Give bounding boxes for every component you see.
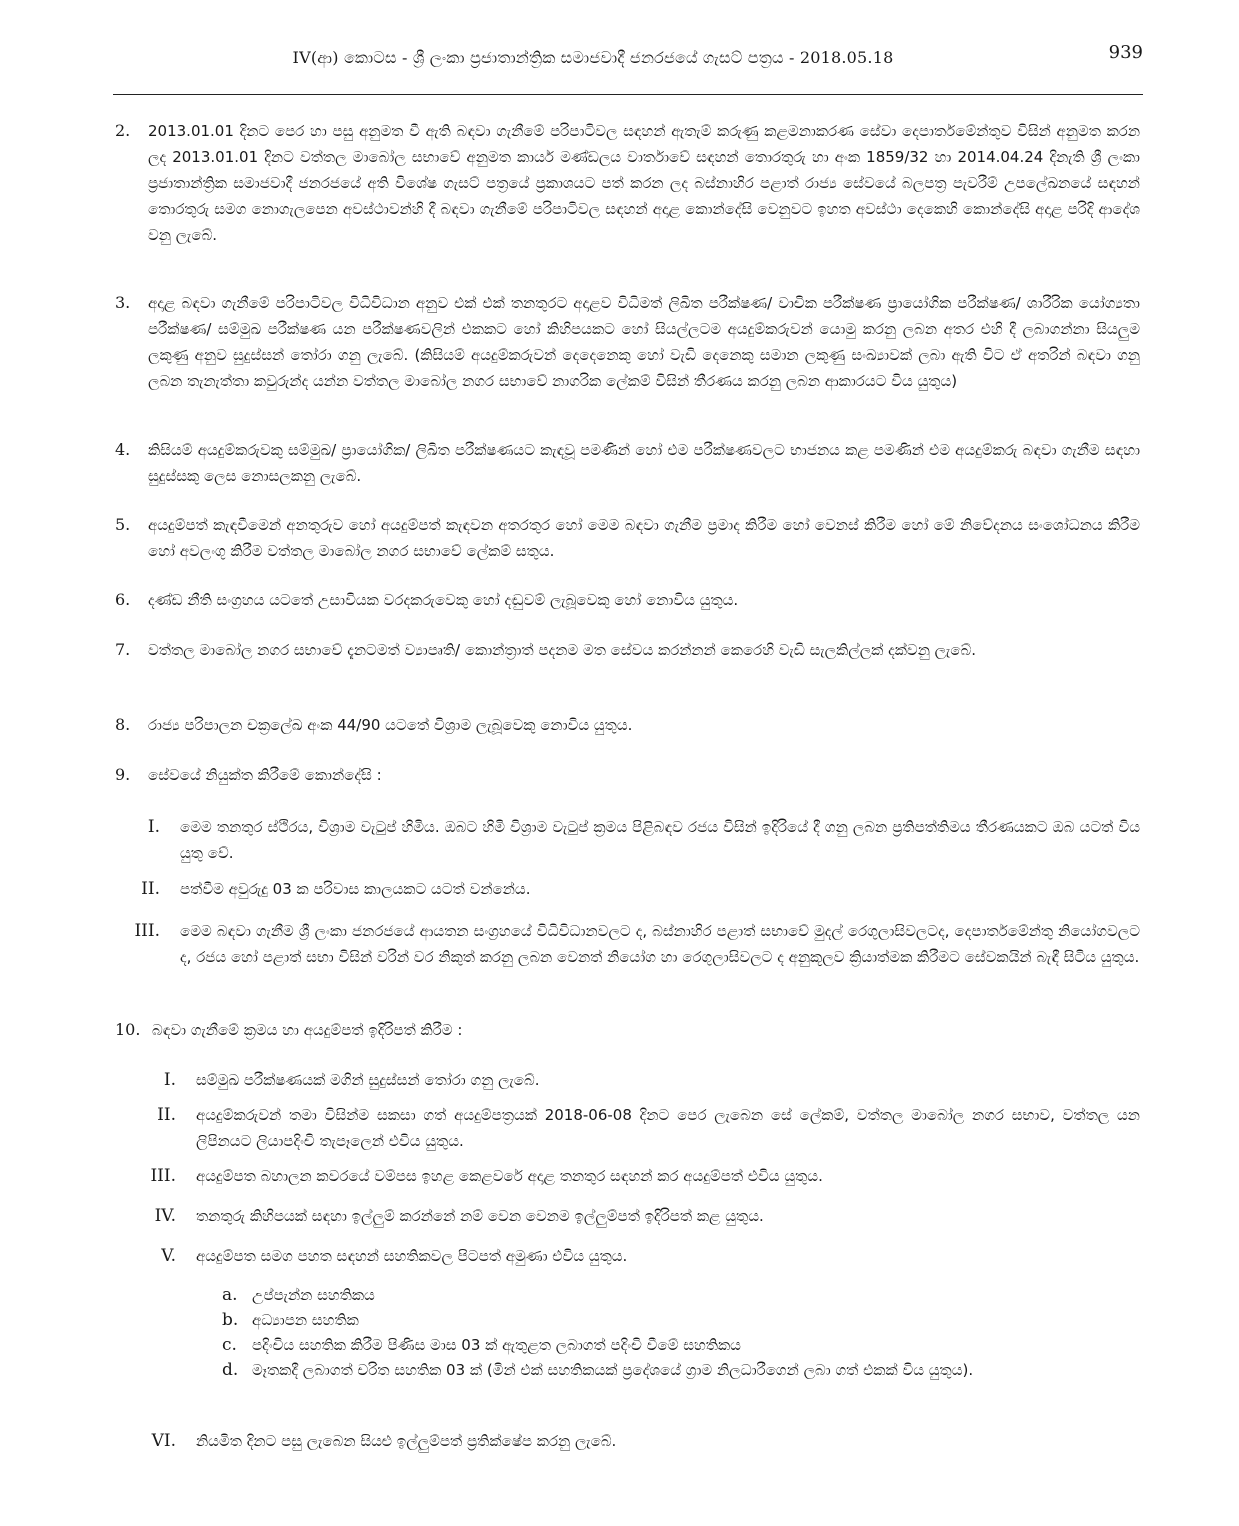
paragraph-number: 8. (115, 715, 131, 734)
paragraph-number: 3. (115, 293, 131, 312)
paragraph-number: 9. (115, 765, 131, 784)
paragraph-number: 6. (115, 590, 131, 609)
paragraph-text: දණ්ඩ නීති සංග්‍රහය යටතේ උසාවියක වරදකරුවෙකු හෝ දඬුවම් ලැබූවෙකු හෝ නොවිය යුතුය. (148, 591, 739, 609)
certificate-text: උප්පැන්න සහතිකය (252, 1286, 375, 1304)
paragraph-number: 4. (115, 440, 131, 459)
procedure-number: VI. (151, 1431, 176, 1451)
certificate-letter: b. (222, 1310, 239, 1330)
header-rule (113, 94, 1143, 95)
paragraph-text: කිසියම් අයදුම්කරුවකු සම්මුඛ/ ප්‍රායෝගික/ ලිඛිත පරීක්ෂණයට කැඳවූ පමණින් හෝ එම පරීක්ෂණවලට භාජනය කළ පමණින් එම අයදුම්කරු බඳවා ගැනීම සඳහා සුදුස්සකු ලෙස නොසලකනු ලැබේ. (148, 441, 1140, 485)
procedure-text: අයදුම්පත බහාලන කවරයේ වම්පස ඉහළ කෙළවරේ අදාළ තනතුර සඳහන් කර අයදුම්පත් එවිය යුතුය. (196, 1167, 823, 1185)
certificate-letter: a. (222, 1285, 238, 1305)
condition-text: මෙම තනතුර ස්ථිරය, විශ්‍රාම වැටුප් හිමිය. ඔබට හිමි විශ්‍රාම වැටුප් ක්‍රමය පිළිබඳව රජය විසින් ඉදිරියේ දී ගනු ලබන ප්‍රතිපත්තිමය තීරණයකට ඔබ යටත් විය යුතු වේ. (180, 818, 1140, 862)
procedure-number: III. (150, 1166, 176, 1186)
header-title: IV(ආ) කොටස - ශ්‍රී ලංකා ප්‍රජාතාන්ත්‍රික සමාජවාදී ජනරජයේ ගැසට් පත්‍රය - 2018.05.18 (292, 48, 894, 67)
page-header (113, 42, 1143, 76)
procedure-number: V. (161, 1246, 176, 1266)
paragraph-text: අදාළ බඳවා ගැනීමේ පරිපාටිවල විධිවිධාන අනුව එක් එක් තනතුරට අදාළව විධිමත් ලිඛිත පරීක්ෂණ/ වාචික පරීක්ෂණ ප්‍රායෝගික පරීක්ෂණ/ ශාරීරික යෝග්‍යතා පරීක්ෂණ/ සම්මුඛ පරීක්ෂණ යන පරීක්ෂණවලින් එකකට හෝ කිහිපයකට හෝ සියල්ලටම අයදුම්කරුවන් යොමු කරනු ලබන අතර එහි දී ලබාගන්නා සියලුම ලකුණු අනුව සුදුස්සන් තෝරා ගනු ලැබේ. (කිසියම් අයදුම්කරුවන් දෙදෙනෙකු හෝ වැඩි දෙනෙකු සමාන ලකුණු සංඛ්‍යාවක් ලබා ඇති විට ඒ අතරින් බඳවා ගනු ලබන තැනැත්තා කවුරුන්ද යන්න වත්තල මාබෝල නගර සභාවේ නාගරික ලේකම් විසින් තීරණය කරනු ලබන ආකාරයට විය යුතුය) (148, 294, 1140, 390)
procedure-text: තනතුරු කිහිපයක් සඳහා ඉල්ලුම් කරන්නේ නම් වෙන වෙනම ඉල්ලුම්පත් ඉදිරිපත් කළ යුතුය. (196, 1207, 764, 1225)
section-heading: බඳවා ගැනීමේ ක්‍රමය හා අයදුම්පත් ඉදිරිපත් කිරීම : (152, 1021, 463, 1039)
paragraph-number: 5. (115, 515, 131, 534)
condition-number: III. (134, 921, 160, 941)
paragraph-number: 7. (115, 640, 131, 659)
certificate-letter: c. (222, 1335, 237, 1355)
paragraph-text: 2013.01.01 දිනට පෙර හා පසු අනුමත වී ඇති බඳවා ගැනීමේ පරිපාටිවල සඳහන් ඇතැම් කරුණු කළමනාකරණ සේවා දෙපාර්තමේන්තුව විසින් අනුමත කරන ලද 2013.01.01 දිනට වත්තල මාබෝල සභාවේ අනුමත කාර්ය මණ්ඩලය වාර්තාවේ සඳහන් තොරතුරු හා අංක 1859/32 හා 2014.04.24 දිනැති ශ්‍රී ලංකා ප්‍රජාතාන්ත්‍රික සමාජවාදී ජනරජයේ අති විශේෂ ගැසට් පත්‍රයේ ප්‍රකාශයට පත් කරන ලද බස්නාහිර පළාත් රාජ්‍ය සේවයේ බලපත්‍ර පැවරීම් උපලේඛනයේ සඳහන් තොරතුරු සමග නොගැලපෙන අවස්ථාවන්හි දී බඳවා ගැනීමේ පරිපාටිවල සඳහන් අදාළ කොන්දේසි වෙනුවට ඉහත අවස්ථා දෙකෙහි කොන්දේසි අදාළ පරිදි ආදේශ වනු ලැබේ. (148, 122, 1140, 244)
certificate-text: පදිංචිය සහතික කිරීම පිණිස මාස 03 ක් ඇතුළත ලබාගත් පදිංචි වීමේ සහතිකය (252, 1336, 741, 1354)
procedure-number: I. (163, 1070, 176, 1090)
procedure-text: අයදුම්පත සමග පහත සඳහන් සහතිකවල පිටපත් අමුණා එවිය යුතුය. (196, 1247, 628, 1265)
section-heading: සේවයේ නියුක්ත කිරීමේ කොන්දේසි : (148, 766, 382, 784)
certificate-text: අධ්‍යාපන සහතික (252, 1311, 359, 1329)
paragraph-text: වත්තල මාබෝල නගර සභාවේ දැනටමත් ව්‍යාපෘති/ කොන්ත්‍රාත් පදනම මත සේවය කරන්නන් කෙරෙහි වැඩි සැලකිල්ලක් දක්වනු ලැබේ. (148, 641, 977, 659)
procedure-text: සම්මුඛ පරීක්ෂණයක් මගින් සුදුස්සන් තෝරා ගනු ලැබේ. (196, 1071, 540, 1089)
page-number: 939 (1108, 42, 1143, 63)
condition-number: I. (147, 817, 160, 837)
certificate-letter: d. (222, 1360, 239, 1380)
paragraph-number: 10. (115, 1020, 141, 1039)
procedure-number: IV. (154, 1206, 176, 1226)
procedure-number: II. (157, 1105, 176, 1125)
condition-text: මෙම බඳවා ගැනීම ශ්‍රී ලංකා ජනරජයේ ආයතන සංග්‍රහයේ විධිවිධානවලට ද, බස්නාහිර පළාත් සභාවේ මුදල් රෙගුලාසිවලටද, දෙපාර්තමේන්තු නියෝගවලට ද, රජය හෝ පළාත් සභා විසින් වරින් වර නිකුත් කරනු ලබන වෙනත් නියෝග හා රෙගුලාසිවලට ද අනුකූලව ක්‍රියාත්මක කිරීමට සේවකයින් බැඳී සිටිය යුතුය. (180, 922, 1140, 966)
procedure-text: නියමිත දිනට පසු ලැබෙන සියළු ඉල්ලුම්පත් ප්‍රතික්ෂේප කරනු ලැබේ. (196, 1432, 617, 1450)
paragraph-text: අයදුම්පත් කැඳවීමෙන් අනතුරුව හෝ අයදුම්පත් කැඳවන අතරතුර හෝ මෙම බඳවා ගැනීම ප්‍රමාද කිරීම හෝ වෙනස් කිරීම හෝ මේ නිවේදනය සංශෝධනය කිරීම හෝ අවලංගු කිරීම වත්තල මාබෝල නගර සභාවේ ලේකම් සතුය. (148, 516, 1140, 560)
condition-text: පත්වීම අවුරුදු 03 ක පරිවාස කාලයකට යටත් වන්නේය. (180, 880, 531, 898)
condition-number: II. (141, 879, 160, 899)
procedure-text: අයදුම්කරුවන් තමා විසින්ම සකසා ගත් අයදුම්පත්‍රයක් 2018-06-08 දිනට පෙර ලැබෙන සේ ලේකම්, වත්තල මාබෝල නගර සභාව, වත්තල යන ලිපිනයට ලියාපදිංචි තැපෑලෙන් එවිය යුතුය. (196, 1106, 1140, 1150)
certificate-text: මෑතකදී ලබාගත් චරිත සහතික 03 ක් (මින් එක් සහතිකයක් ප්‍රදේශයේ ග්‍රාම නිලධාරීගෙන් ලබා ගත් එකක් විය යුතුය). (252, 1361, 974, 1379)
paragraph-text: රාජ්‍ය පරිපාලන චක්‍රලේඛ අංක 44/90 යටතේ විශ්‍රාම ලැබූවෙකු නොවිය යුතුය. (148, 716, 633, 734)
paragraph-number: 2. (115, 121, 131, 140)
